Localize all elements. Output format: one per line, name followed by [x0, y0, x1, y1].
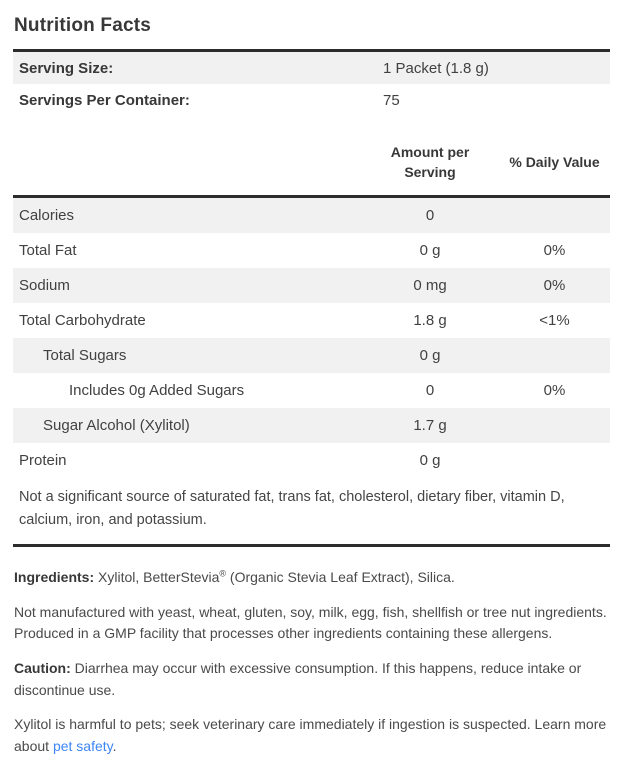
nutrient-daily-value: 0%	[543, 381, 566, 399]
page-title: Nutrition Facts	[14, 15, 152, 36]
nutrient-row	[13, 408, 610, 443]
nutrient-daily-value: <1%	[539, 311, 570, 329]
nutrient-label: Total Sugars	[43, 346, 127, 364]
nutrient-amount: 1.7 g	[413, 416, 447, 434]
caution-label: Caution:	[14, 660, 71, 677]
serving-info-row	[13, 84, 610, 116]
nutrient-amount: 0 g	[419, 346, 441, 364]
serving-info-value: 1 Packet (1.8 g)	[383, 59, 489, 77]
nutrient-amount: 0 g	[419, 451, 441, 469]
serving-info-label: Serving Size:	[19, 59, 114, 77]
ingredients-label: Ingredients:	[14, 568, 95, 585]
nutrient-row	[13, 233, 610, 268]
table-footnote: Not a significant source of saturated fat, trans fat, cholesterol, dietary fiber, vitamin D, calcium, iron, and potassium.	[19, 488, 565, 528]
nutrient-table-body	[13, 198, 610, 478]
notes-section	[13, 547, 610, 758]
nutrient-label: Sodium	[19, 276, 70, 294]
pet-warning-suffix: .	[112, 738, 117, 755]
daily-value-header: % Daily Value	[509, 154, 600, 171]
nutrient-amount: 1.8 g	[413, 311, 447, 329]
nutrient-amount: 0	[425, 381, 435, 399]
pet-warning-text: Xylitol is harmful to pets; seek veterinary care immediately if ingestion is suspected. Learn more about	[14, 716, 607, 755]
registered-trademark-mark: ®	[219, 568, 227, 579]
serving-info-value: 75	[383, 91, 400, 109]
nutrient-label: Total Carbohydrate	[19, 311, 146, 329]
allergen-note-paragraph: Not manufactured with yeast, wheat, gluten, soy, milk, egg, fish, shellfish or tree nut ingredients. Produced in a GMP facility that processes other ingredients containing these allergens.	[14, 603, 607, 642]
nutrient-row	[13, 443, 610, 478]
caution-paragraph	[14, 658, 609, 701]
serving-info-section	[13, 52, 610, 116]
nutrient-row	[13, 303, 610, 338]
pet-safety-link[interactable]: pet safety	[52, 738, 113, 755]
nutrient-row	[13, 373, 610, 408]
nutrient-amount: 0	[425, 206, 435, 224]
nutrient-label: Calories	[19, 206, 75, 224]
nutrient-label: Protein	[19, 451, 67, 469]
serving-info-label: Servings Per Container:	[19, 91, 190, 109]
nutrient-label: Sugar Alcohol (Xylitol)	[43, 416, 190, 434]
nutrient-label: Total Fat	[19, 241, 77, 259]
caution-text: Diarrhea may occur with excessive consumption. If this happens, reduce intake or discontinue use.	[14, 660, 582, 698]
nutrient-row	[13, 268, 610, 303]
nutrient-daily-value: 0%	[543, 241, 566, 259]
nutrient-row	[13, 198, 610, 233]
ingredients-text-after-reg: (Organic Stevia Leaf Extract), Silica.	[226, 568, 455, 585]
ingredients-paragraph	[14, 567, 609, 589]
nutrient-amount: 0 mg	[413, 276, 447, 294]
pet-warning-paragraph	[14, 714, 609, 757]
ingredients-text-before-reg: Xylitol, BetterStevia	[94, 568, 220, 585]
nutrient-label: Includes 0g Added Sugars	[69, 381, 245, 399]
table-header-row	[13, 116, 610, 195]
nutrient-row	[13, 338, 610, 373]
amount-per-serving-header: Amount per Serving	[390, 144, 470, 181]
nutrient-daily-value: 0%	[543, 276, 566, 294]
serving-info-row	[13, 52, 610, 84]
nutrient-amount: 0 g	[419, 241, 441, 259]
